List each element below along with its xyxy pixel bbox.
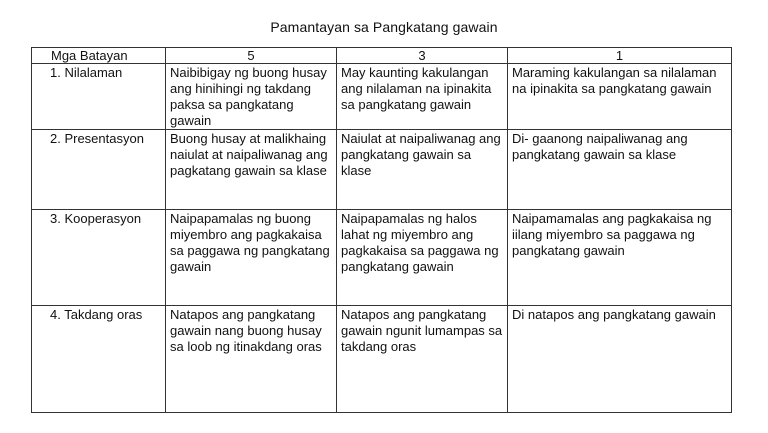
table-row <box>32 306 732 413</box>
header-score-1: 1 <box>508 48 732 64</box>
criterion-cell: 3. Kooperasyon <box>32 210 166 306</box>
table-row <box>32 64 732 130</box>
score-3-cell: May kaunting kakulangan ang nilalaman na ipinakita sa pangkatang gawain <box>337 64 508 130</box>
table-header-row <box>32 48 732 64</box>
score-1-cell: Di natapos ang pangkatang gawain <box>508 306 732 413</box>
score-3-cell: Natapos ang pangkatang gawain ngunit lumampas sa takdang oras <box>337 306 508 413</box>
header-criteria: Mga Batayan <box>32 48 166 64</box>
header-score-3: 3 <box>337 48 508 64</box>
score-5-cell: Natapos ang pangkatang gawain nang buong husay sa loob ng itinakdang oras <box>166 306 337 413</box>
score-5-cell: Naibibigay ng buong husay ang hinihingi ng takdang paksa sa pangkatang gawain <box>166 64 337 130</box>
table-row <box>32 210 732 306</box>
score-1-cell: Di- gaanong naipaliwanag ang pangkatang gawain sa klase <box>508 130 732 210</box>
criterion-cell: 1. Nilalaman <box>32 64 166 130</box>
score-3-cell: Naiulat at naipaliwanag ang pangkatang gawain sa klase <box>337 130 508 210</box>
header-score-5: 5 <box>166 48 337 64</box>
table-row <box>32 130 732 210</box>
score-1-cell: Naipamamalas ang pagkakaisa ng iilang miyembro sa paggawa ng pangkatang gawain <box>508 210 732 306</box>
score-1-cell: Maraming kakulangan sa nilalaman na ipinakita sa pangkatang gawain <box>508 64 732 130</box>
score-3-cell: Naipapamalas ng halos lahat ng miyembro ang pagkakaisa sa paggawa ng pangkatang gawain <box>337 210 508 306</box>
criterion-cell: 2. Presentasyon <box>32 130 166 210</box>
score-5-cell: Naipapamalas ng buong miyembro ang pagkakaisa sa paggawa ng pangkatang gawain <box>166 210 337 306</box>
score-5-cell: Buong husay at malikhaing naiulat at naipaliwanag ang pagkatang gawain sa klase <box>166 130 337 210</box>
page-title: Pamantayan sa Pangkatang gawain <box>270 19 498 35</box>
rubric-table <box>31 47 732 413</box>
criterion-cell: 4. Takdang oras <box>32 306 166 413</box>
